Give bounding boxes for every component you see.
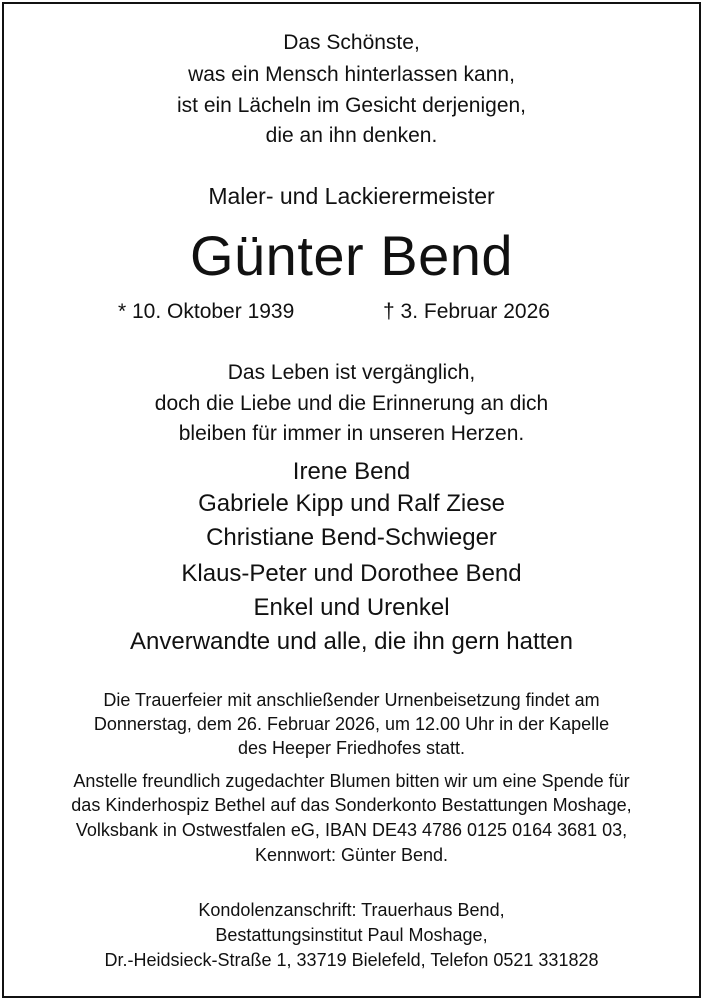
opening-verse-line-3: ist ein Lächeln im Gesicht derjenigen,: [176, 94, 527, 117]
condolence-address-line-3: Dr.-Heidsieck-Straße 1, 33719 Bielefeld, Telefon 0521 331828: [104, 950, 599, 970]
funeral-info-line-1: Die Trauerfeier mit anschließender Urnenbeisetzung findet am: [103, 690, 600, 710]
funeral-info-line-3: des Heeper Friedhofes statt.: [237, 738, 466, 758]
opening-verse-line-4: die an ihn denken.: [265, 124, 438, 147]
mourner-line-1: Irene Bend: [292, 458, 411, 485]
condolence-address-line-2: Bestattungsinstitut Paul Moshage,: [215, 925, 488, 945]
deceased-name: Günter Bend: [189, 224, 514, 287]
profession-title: Maler- und Lackierermeister: [208, 183, 495, 209]
second-verse-line-1: Das Leben ist vergänglich,: [227, 361, 476, 384]
life-dates: [0, 300, 703, 328]
condolence-address-line-1: Kondolenzanschrift: Trauerhaus Bend,: [198, 900, 505, 920]
opening-verse-line-1: Das Schönste,: [283, 31, 420, 54]
mourner-line-2: Gabriele Kipp und Ralf Ziese: [198, 490, 505, 517]
donation-info-line-3: Volksbank in Ostwestfalen eG, IBAN DE43 4786 0125 0164 3681 03,: [75, 820, 628, 840]
second-verse-line-2: doch die Liebe und die Erinnerung an dich: [154, 392, 549, 415]
mourner-line-5: Enkel und Urenkel: [253, 594, 450, 621]
mourner-line-3: Christiane Bend-Schwieger: [206, 524, 497, 551]
funeral-info-line-2: Donnerstag, dem 26. Februar 2026, um 12.00 Uhr in der Kapelle: [93, 714, 610, 734]
donation-info-line-2: das Kinderhospiz Bethel auf das Sonderkonto Bestattungen Moshage,: [71, 795, 632, 815]
mourner-line-4: Klaus-Peter und Dorothee Bend: [181, 560, 522, 587]
opening-verse-line-2: was ein Mensch hinterlassen kann,: [188, 63, 515, 86]
birth-date: * 10. Oktober 1939: [118, 300, 295, 323]
death-date: † 3. Februar 2026: [383, 300, 550, 323]
donation-info-line-4: Kennwort: Günter Bend.: [254, 845, 449, 865]
second-verse-line-3: bleiben für immer in unseren Herzen.: [178, 422, 525, 445]
mourner-line-6: Anverwandte und alle, die ihn gern hatten: [130, 628, 573, 655]
donation-info-line-1: Anstelle freundlich zugedachter Blumen bitten wir um eine Spende für: [73, 771, 630, 791]
